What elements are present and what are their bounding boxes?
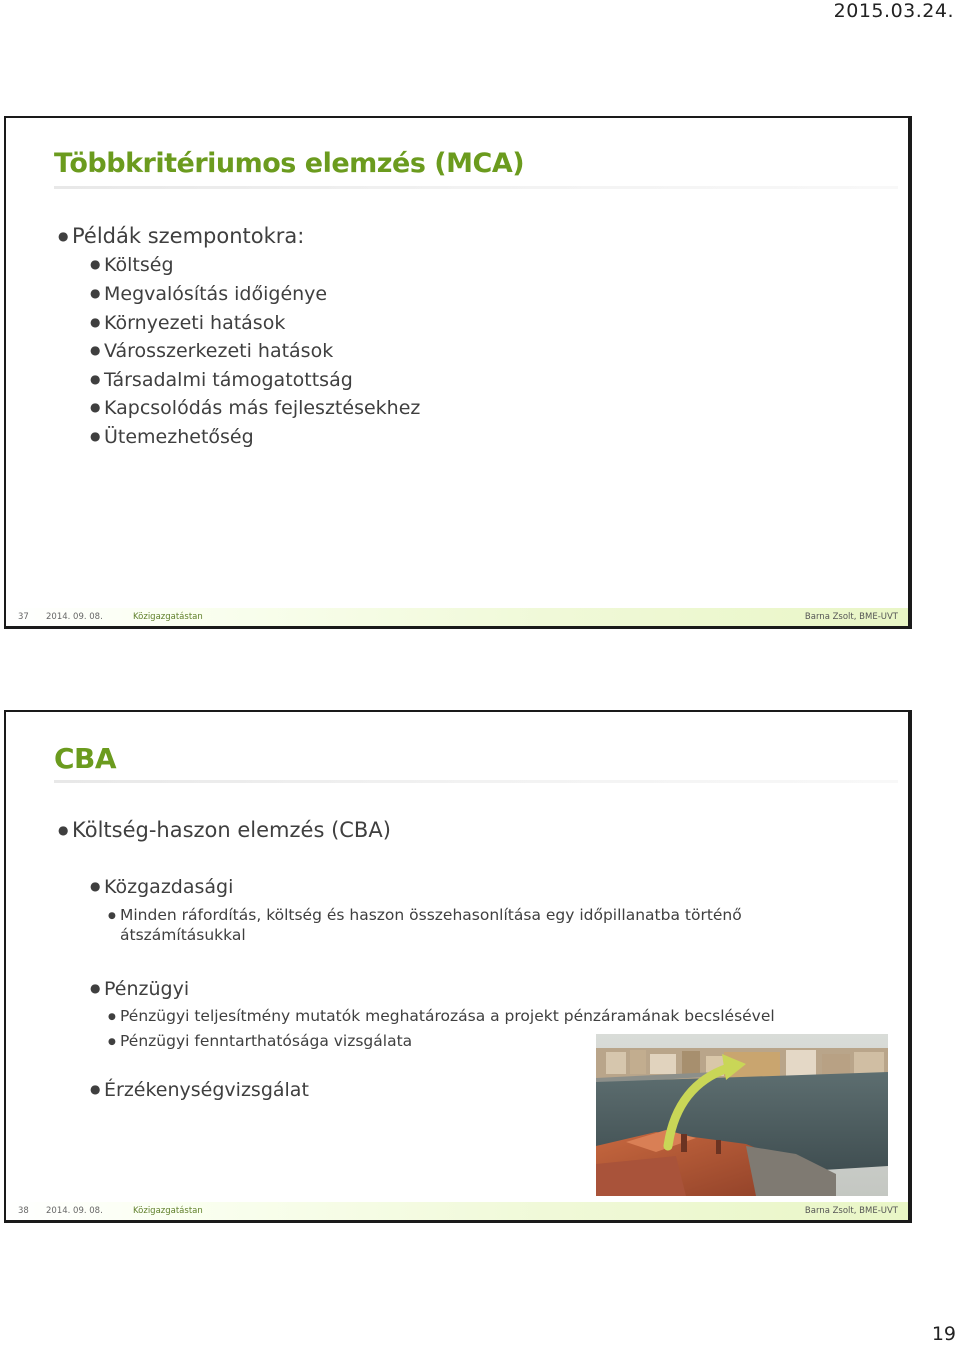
list-item: ● Példák szempontokra: [58, 224, 305, 248]
bullet-icon: ● [58, 229, 69, 243]
bullet-icon: ● [90, 981, 101, 995]
bullet-icon: ● [108, 1037, 116, 1047]
list-item-continuation: átszámításukkal [120, 926, 246, 944]
bullet-icon: ● [90, 1082, 101, 1096]
footer-course: Közigazgatástan [133, 612, 203, 622]
list-item: ● Megvalósítás időigénye [90, 283, 328, 305]
slide-title: CBA [54, 742, 117, 775]
list-item: ● Ütemezhetőség [90, 426, 254, 448]
footer-date: 2014. 09. 08. [46, 1206, 103, 1216]
footer-author: Barna Zsolt, BME-UVT [804, 1206, 898, 1216]
list-item: ● Társadalmi támogatottság [90, 369, 353, 391]
bullet-icon: ● [90, 400, 101, 414]
aerial-city-photo [596, 1034, 888, 1196]
list-item: ● Pénzügyi fenntarthatósága vizsgálata [108, 1032, 413, 1050]
slide-footer [6, 608, 908, 626]
list-item: ● Érzékenységvizsgálat [90, 1079, 309, 1101]
page-number: 19 [931, 1323, 956, 1345]
footer-course: Közigazgatástan [133, 1206, 203, 1216]
footer-author: Barna Zsolt, BME-UVT [804, 612, 898, 622]
bullet-icon: ● [90, 343, 101, 357]
list-item: ● Környezeti hatások [90, 312, 286, 334]
slide-footer [6, 1202, 908, 1220]
title-divider [54, 186, 898, 189]
list-item: ● Közgazdasági [90, 876, 234, 898]
slide-38 [4, 710, 912, 1223]
bullet-icon: ● [90, 372, 101, 386]
bullet-icon: ● [108, 911, 116, 921]
title-divider [54, 780, 898, 783]
list-item: ● Költség [90, 254, 174, 276]
list-item: ● Pénzügyi [90, 978, 190, 1000]
bullet-icon: ● [90, 429, 101, 443]
slide-number: 37 [18, 612, 29, 622]
bullet-icon: ● [90, 315, 101, 329]
bullet-icon: ● [90, 286, 101, 300]
bullet-icon: ● [58, 823, 69, 837]
list-item: ● Minden ráfordítás, költség és haszon összehasonlítása egy időpillanatba történő [108, 906, 742, 924]
slide-title: Többkritériumos elemzés (MCA) [54, 148, 525, 179]
list-item: ● Pénzügyi teljesítmény mutatók meghatározása a projekt pénzáramának becslésével [108, 1007, 775, 1025]
bullet-icon: ● [90, 257, 101, 271]
list-item: ● Városszerkezeti hatások [90, 340, 334, 362]
slide-number: 38 [18, 1206, 29, 1216]
page-date: 2015.03.24. [833, 0, 954, 22]
footer-date: 2014. 09. 08. [46, 612, 103, 622]
bullet-icon: ● [108, 1012, 116, 1022]
bullet-icon: ● [90, 879, 101, 893]
slide-37 [4, 116, 912, 629]
list-item: ● Kapcsolódás más fejlesztésekhez [90, 397, 421, 419]
list-item: ● Költség-haszon elemzés (CBA) [58, 818, 391, 842]
